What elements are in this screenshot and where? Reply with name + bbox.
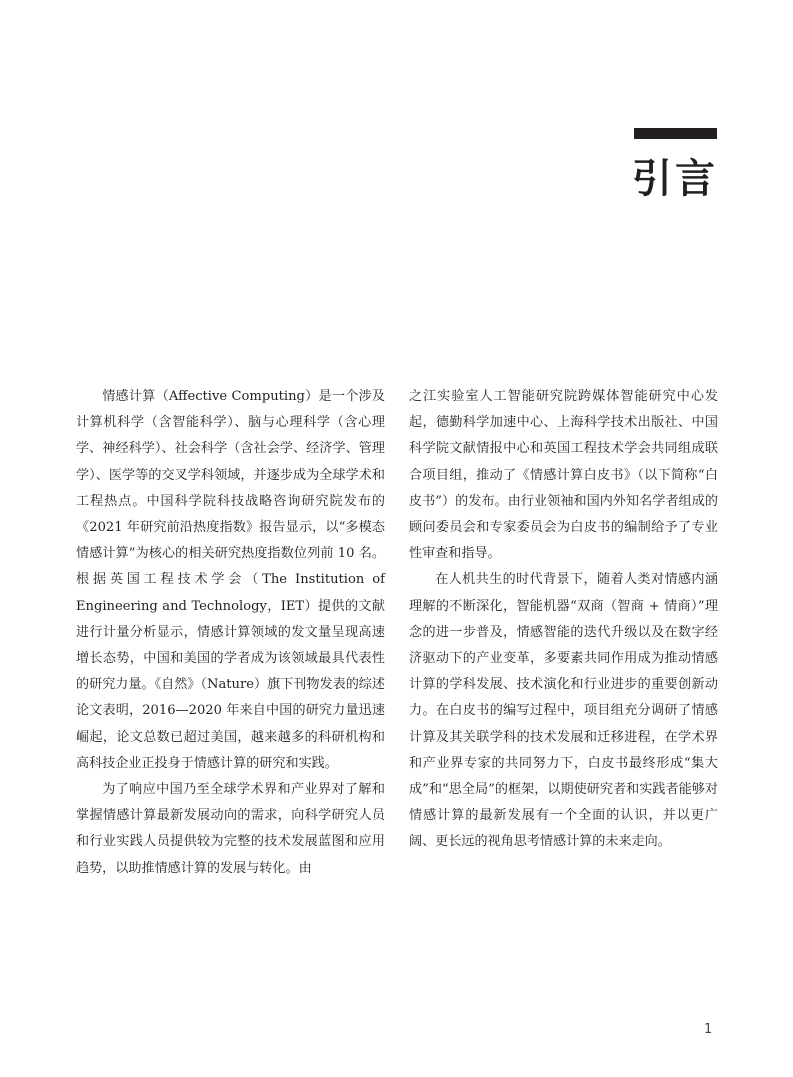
chapter-title-bar <box>634 128 717 139</box>
page-number: 1 <box>704 1022 713 1037</box>
chapter-title: 引言 <box>632 156 718 202</box>
paragraph: 情感计算（Affective Computing）是一个涉及计算机科学（含智能科学）、脑与心理科学（含心理学、神经科学）、社会科学（含社会学、经济学、管理学）、医学等的交叉学科领域，并逐步成为全球学术和工程热点。中国科学院科技战略咨询研究院发布的《2021 年研究前沿热度指数》报告显示，以“多模态情感计算”为核心的相关研究热度指数位列前 10 名。根据英国工程技术学会（The Institution of Engineering and Technology，IET）提供的文献进行计量分析显示，情感计算领域的发文量呈现高速增长态势，中国和美国的学者成为该领域最具代表性的研究力量。《自然》（Nature）旗下刊物发表的综述论文表明，2016—2020 年来自中国的研究力量迅速崛起，论文总数已超过美国，越来越多的科研机构和高科技企业正投身于情感计算的研究和实践。 <box>76 389 385 771</box>
paragraph: 在人机共生的时代背景下，随着人类对情感内涵理解的不断深化，智能机器“双商（智商 + 情商）”理念的进一步普及，情感智能的迭代升级以及在数字经济驱动下的产业变革，多要素共同作用成为推动情感计算的学科发展、技术演化和行业进步的重要创新动力。在白皮书的编写过程中，项目组充分调研了情感计算及其关联学科的技术发展和迁移进程，在学术界和产业界专家的共同努力下，白皮书最终形成“集大成”和“思全局”的框架，以期使研究者和实践者能够对情感计算的最新发展有一个全面的认识，并以更广阔、更长远的视角思考情感计算的未来走向。 <box>409 572 718 850</box>
right-column <box>409 384 718 856</box>
paragraph: 为了响应中国乃至全球学术界和产业界对了解和掌握情感计算最新发展动向的需求，向科学研究人员和行业实践人员提供较为完整的技术发展蓝图和应用趋势，以助推情感计算的发展与转化。由 <box>76 782 385 876</box>
paragraph-continued: 之江实验室人工智能研究院跨媒体智能研究中心发起，德勤科学加速中心、上海科学技术出版社、中国科学院文献情报中心和英国工程技术学会共同组成联合项目组，推动了《情感计算白皮书》（以下简称“白皮书”）的发布。由行业领袖和国内外知名学者组成的顾问委员会和专家委员会为白皮书的编制给予了专业性审查和指导。 <box>409 389 718 562</box>
left-column <box>76 384 385 882</box>
